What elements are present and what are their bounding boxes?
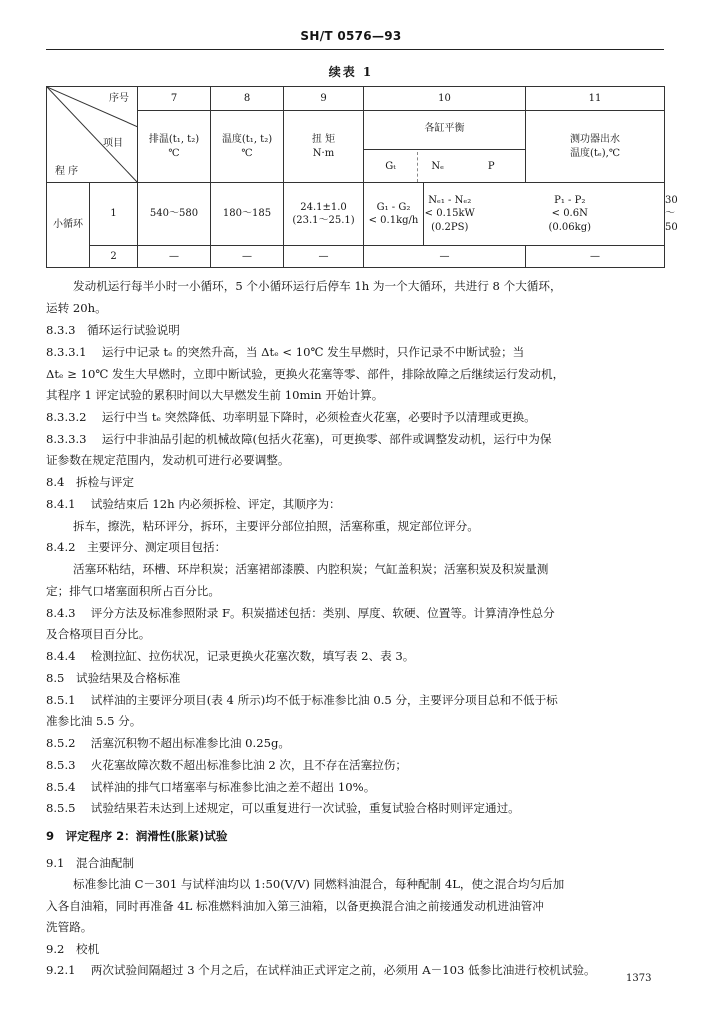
row2-c11: — <box>526 246 665 268</box>
row2-c9: — <box>284 246 364 268</box>
row1-c9: 24.1±1.0 (23.1～25.1) <box>284 183 364 246</box>
col10-p-header: P <box>487 161 495 172</box>
para-8-4-3-b: 及合格项目百分比。 <box>46 627 151 641</box>
para-8-3-3-3-b: 证参数在规定范围内，发动机可进行必要调整。 <box>46 453 290 467</box>
col-num-8: 8 <box>211 87 284 111</box>
para-8-5-1-a: 8.5.1 试样油的主要评分项目(表 4 所示)均不低于标准参比油 0.5 分，主要评分项目总和不低于标 <box>46 693 558 707</box>
row2-seq: 2 <box>90 246 138 268</box>
row1-c10-n: Nₑ₁ - Nₑ₂ < 0.15kW (0.2PS) <box>424 183 476 246</box>
col10-title: 各缸平衡 <box>364 109 525 150</box>
para-8-5-3: 8.5.3 火花塞故障次数不超出标准参比油 2 次，且不存在活塞拉伤； <box>46 758 407 772</box>
heading-8-5: 8.5 试验结果及合格标准 <box>46 671 181 685</box>
corner-label-seq: 序号 <box>109 93 129 104</box>
col-num-9: 9 <box>284 87 364 111</box>
para-8-4-2-items-b: 定；排气口堵塞面积所占百分比。 <box>46 584 220 598</box>
row2-c8: — <box>211 246 284 268</box>
section-9-heading: 9 评定程序 2：润滑性(胀紧)试验 <box>46 829 228 843</box>
row1-c10-p: P₁ - P₂ < 0.6N (0.06kg) <box>476 183 665 246</box>
para-8-4-1: 8.4.1 试验结束后 12h 内必须拆检、评定，其顺序为： <box>46 497 341 511</box>
table-caption: 续表 1 <box>328 65 374 79</box>
col10-n-header: Nₑ <box>431 161 445 172</box>
row1-seq: 1 <box>90 183 138 246</box>
col-num-7: 7 <box>138 87 211 111</box>
row2-c7: — <box>138 246 211 268</box>
para-9-1-a: 标准参比油 C－301 与试样油均以 1:50(V/V) 同燃料油混合，每种配制 4L，使之混合均匀后加 <box>73 877 565 891</box>
page-number: 1373 <box>626 973 652 984</box>
col10-header <box>364 111 526 183</box>
para-9-1-b: 入各自油箱，同时再准备 4L 标准燃料油加入第三油箱，以备更换混合油之前接通发动机进油管冲 <box>46 899 544 913</box>
table-corner-header <box>47 87 138 183</box>
para-8-3-3-1-b: Δtₑ ≥ 10℃ 发生大早燃时，立即中断试验，更换火花塞等零、部件，排除故障之后继续运行发动机， <box>46 367 565 381</box>
col7-header: 排温(t₁, t₂) ℃ <box>138 111 211 183</box>
col-num-11: 11 <box>526 87 665 111</box>
para-8-5-4: 8.5.4 试样油的排气口堵塞率与标准参比油之差不超出 10%。 <box>46 780 376 794</box>
para-line-1: 发动机运行每半小时一小循环，5 个小循环运行后停车 1h 为一个大循环，共进行 8 个大循环， <box>73 279 562 293</box>
heading-8-3-3: 8.3.3 循环运行试验说明 <box>46 323 180 337</box>
row-program-small-cycle: 小循环 <box>47 183 90 268</box>
para-8-5-2: 8.5.2 活塞沉积物不超出标准参比油 0.25g。 <box>46 736 291 750</box>
para-8-4-4: 8.4.4 检测拉缸、拉伤状况，记录更换火花塞次数，填写表 2、表 3。 <box>46 649 415 663</box>
para-8-5-1-b: 准参比油 5.5 分。 <box>46 714 142 728</box>
document-header-code: SH/T 0576—93 <box>300 29 402 43</box>
para-8-4-3-a: 8.4.3 评分方法及标准参照附录 F。积炭描述包括：类别、厚度、软硬、位置等。计算清净性总分 <box>46 606 555 620</box>
heading-8-4: 8.4 拆检与评定 <box>46 475 135 489</box>
heading-9-2: 9.2 校机 <box>46 942 100 956</box>
col9-header: 扭 矩 N·m <box>284 111 364 183</box>
col11-header: 测功器出水 温度(tₑ),℃ <box>526 111 665 183</box>
para-8-3-3-1-a: 8.3.3.1 运行中记录 tₑ 的突然升高，当 Δtₑ < 10℃ 发生早燃时，只作记录不中断试验；当 <box>46 345 525 359</box>
col-num-10: 10 <box>364 87 526 111</box>
heading-9-1: 9.1 混合油配制 <box>46 856 135 870</box>
col8-header: 温度(t₁, t₂) ℃ <box>211 111 284 183</box>
col10-g-header: Gₜ <box>364 152 418 182</box>
row1-c10-g: G₁ - G₂ < 0.1kg/h <box>364 183 424 246</box>
para-line-2: 运转 20h。 <box>46 301 107 315</box>
para-8-4-1-steps: 拆车，擦洗，粘环评分，拆环，主要评分部位拍照，活塞称重，规定部位评分。 <box>73 519 479 533</box>
para-8-5-5: 8.5.5 试验结果若未达到上述规定，可以重复进行一次试验，重复试验合格时则评定通过。 <box>46 801 520 815</box>
para-8-4-2-items-a: 活塞环粘结，环槽、环岸积炭；活塞裙部漆膜、内腔积炭；气缸盖积炭；活塞积炭及积炭量测 <box>73 562 549 576</box>
continued-table-1: 序号 项目 程 序 7 8 9 10 11 排温(t₁, t₂) ℃ 温度(t₁, t₂) ℃ 扭 矩 N·m 各缸平衡 Gₜ Nₑ P 测功器出水 温度(tₑ),℃ 小循环 1 540～580 180～185 24.1±1.0 (23.1～25.1) G₁ - G₂ < 0.1kg/h Nₑ₁ - Nₑ₂ < 0.15kW (0.2PS) P₁ - P₂ < 0.6N (0.06kg) 30～50 2 — — — — — <box>46 86 665 268</box>
header-rule <box>46 49 664 50</box>
para-8-3-3-1-c: 其程序 1 评定试验的累积时间以大早燃发生前 10min 开始计算。 <box>46 388 384 402</box>
para-8-3-3-3-a: 8.3.3.3 运行中非油品引起的机械故障(包括火花塞)，可更换零、部件或调整发动机，运行中为保 <box>46 432 552 446</box>
row1-c8: 180～185 <box>211 183 284 246</box>
para-8-3-3-2: 8.3.3.2 运行中当 tₑ 突然降低、功率明显下降时，必须检查火花塞，必要时予以清理或更换。 <box>46 410 536 424</box>
para-8-4-2: 8.4.2 主要评分、测定项目包括： <box>46 540 227 554</box>
para-9-1-c: 洗管路。 <box>46 920 93 934</box>
corner-label-program: 程 序 <box>55 166 79 177</box>
para-9-2-1: 9.2.1 两次试验间隔超过 3 个月之后，在试样油正式评定之前，必须用 A－103 低参比油进行校机试验。 <box>46 963 596 977</box>
row2-c10: — <box>364 246 526 268</box>
corner-label-item: 项目 <box>103 138 123 149</box>
col10-subheaders <box>364 152 525 182</box>
row1-c7: 540～580 <box>138 183 211 246</box>
